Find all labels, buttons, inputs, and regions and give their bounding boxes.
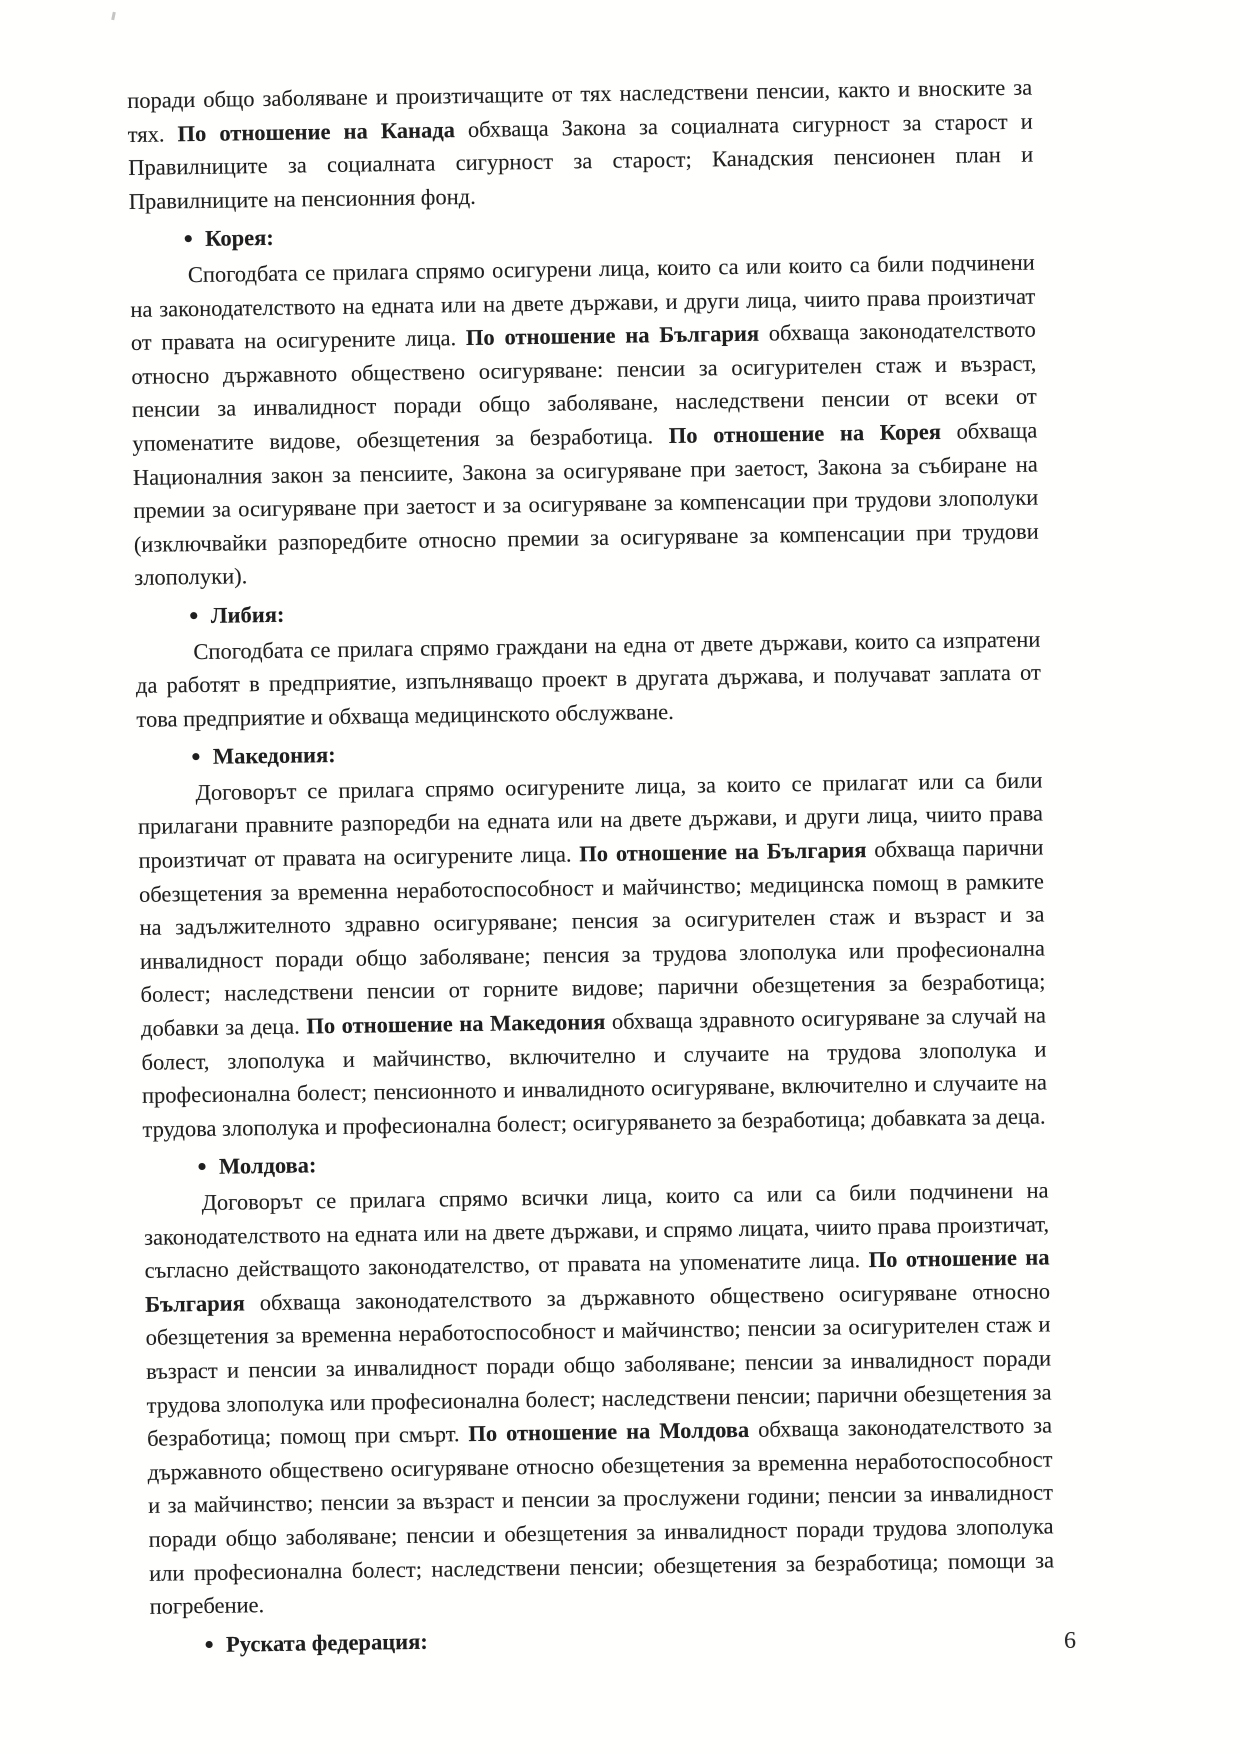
page-number: 6 bbox=[1064, 1628, 1076, 1654]
bold-text-run: По отношение на Молдова bbox=[468, 1417, 750, 1447]
bullet-icon: • bbox=[204, 1629, 214, 1659]
bullet-item bbox=[205, 1615, 1055, 1661]
paragraph bbox=[135, 622, 1041, 736]
bullet-icon: • bbox=[197, 1152, 207, 1182]
text-run: поради общо заболяване и произтичащите от тях наследствени пенсии, както и вноските за тях. bbox=[127, 74, 1033, 147]
bold-text-run: По отношение на Корея bbox=[668, 418, 942, 448]
text-run: обхваща законодателството за държавното обществено осигуряване относно обезщетения за временна неработоспособност и майчинство; пенсии за осигурителен стаж и възраст и пенсии за инвалидност поради общо заболяване; пенсии за инвалидност поради трудова злополука или професионална болест; наследствени пенсии; парични обезщетения за безработица; помощ при смърт. bbox=[145, 1278, 1052, 1452]
bullet-label: Либия: bbox=[210, 601, 285, 628]
text-run: обхваща Националния закон за пенсиите, Закона за осигуряване при заетост, Закона за събиране на премии за осигуряване при заетост и за осигуряване за компенсации при трудови злополуки (изключвайки разпоредбите относно премии за осигуряване за компенсации при трудови злополуки). bbox=[132, 417, 1039, 591]
text-run: обхваща законодателството относно държавното обществено осигуряване: пенсии за осигурителен стаж и възраст, пенсии за инвалидност поради общо заболяване, наследствени пенсии от всеки от упоменатите видове, обезщетения за безработица. bbox=[131, 316, 1037, 456]
paragraph bbox=[127, 71, 1034, 219]
text-run: Договорът се прилага спрямо осигурените лица, за които се прилагат или са били прилагани правните разпоредби на едната или на двете държави, и други лица, чиито права произтичат от правата на осигурените лица. bbox=[137, 767, 1044, 873]
text-run: обхваща здравното осигуряване за случай на болест, злополука и майчинство, включително и случаите на трудова злополука и професионална болест; пенсионното и инвалидното осигуряване, включително и случаите на трудова злополука и професионална болест; осигуряването за безработица; добавката за деца. bbox=[141, 1002, 1048, 1142]
bold-text-run: По отношение на България bbox=[144, 1244, 1050, 1317]
scan-artifact bbox=[111, 12, 116, 20]
bullet-label: Молдова: bbox=[218, 1152, 317, 1180]
bullet-label: Македония: bbox=[212, 742, 336, 770]
document-body bbox=[127, 71, 1055, 1665]
bold-text-run: По отношение на България bbox=[465, 320, 760, 351]
text-run: обхваща Закона за социалната сигурност за старост и Правилниците за социалната сигурност за старост; Канадския пенсионен план и Правилниците на пенсионния фонд. bbox=[128, 108, 1034, 214]
text-run: Договорът се прилага спрямо всички лица, които са или са били подчинени на законодателството на едната или на двете държави, и спрямо лицата, чиито права произтичат, съгласно действащото законодателство, от правата на упоменатите лица. bbox=[143, 1177, 1050, 1284]
paragraph bbox=[143, 1173, 1054, 1623]
text-run: обхваща законодателството за държавното обществено осигуряване относно обезщетения за временна неработоспособност и за майчинство; пенсии за възраст и пенсии за прослужени години; пенсии за инвалидност поради общо заболяване; пенсии и обезщетения за инвалидност поради трудова злополука или професионална болест; наследствени пенсии; обезщетения за безработица; помощи за погребение. bbox=[147, 1412, 1055, 1619]
bold-text-run: По отношение на Македония bbox=[306, 1009, 606, 1039]
paragraph bbox=[137, 763, 1047, 1146]
bullet-label: Корея: bbox=[205, 225, 274, 252]
bold-text-run: По отношение на Канада bbox=[177, 116, 456, 146]
bullet-icon: • bbox=[183, 224, 194, 254]
bullet-label: Руската федерация: bbox=[225, 1628, 428, 1657]
text-run: Спогодбата се прилага спрямо осигурени лица, които са или които са били подчинени на законодателството на едната или на двете държави, и други лица, чиито права произтичат от правата на осигурените лица. bbox=[130, 249, 1036, 356]
bold-text-run: По отношение на България bbox=[579, 837, 867, 867]
text-run: обхваща парични обезщетения за временна неработоспособност и майчинство; медицинска помощ в рамките на задължителното здравно осигуряване; пенсия за осигурителен стаж и възраст и за инвалидност поради общо заболяване; пенсия за трудова злополука или професионална болест; наследствени пенсии от горните видове; парични обезщетения за безработица; добавки за деца. bbox=[138, 834, 1046, 1041]
bullet-icon: • bbox=[191, 742, 201, 772]
bullet-icon: • bbox=[189, 600, 199, 630]
text-run: Спогодбата се прилага спрямо граждани на една от двете държави, които са изпратени да работят в предприятие, изпълняващо проект в другата държава, и получават заплата от това предприятие и обхваща медицинското обслужване. bbox=[135, 626, 1042, 732]
paragraph bbox=[130, 246, 1040, 595]
